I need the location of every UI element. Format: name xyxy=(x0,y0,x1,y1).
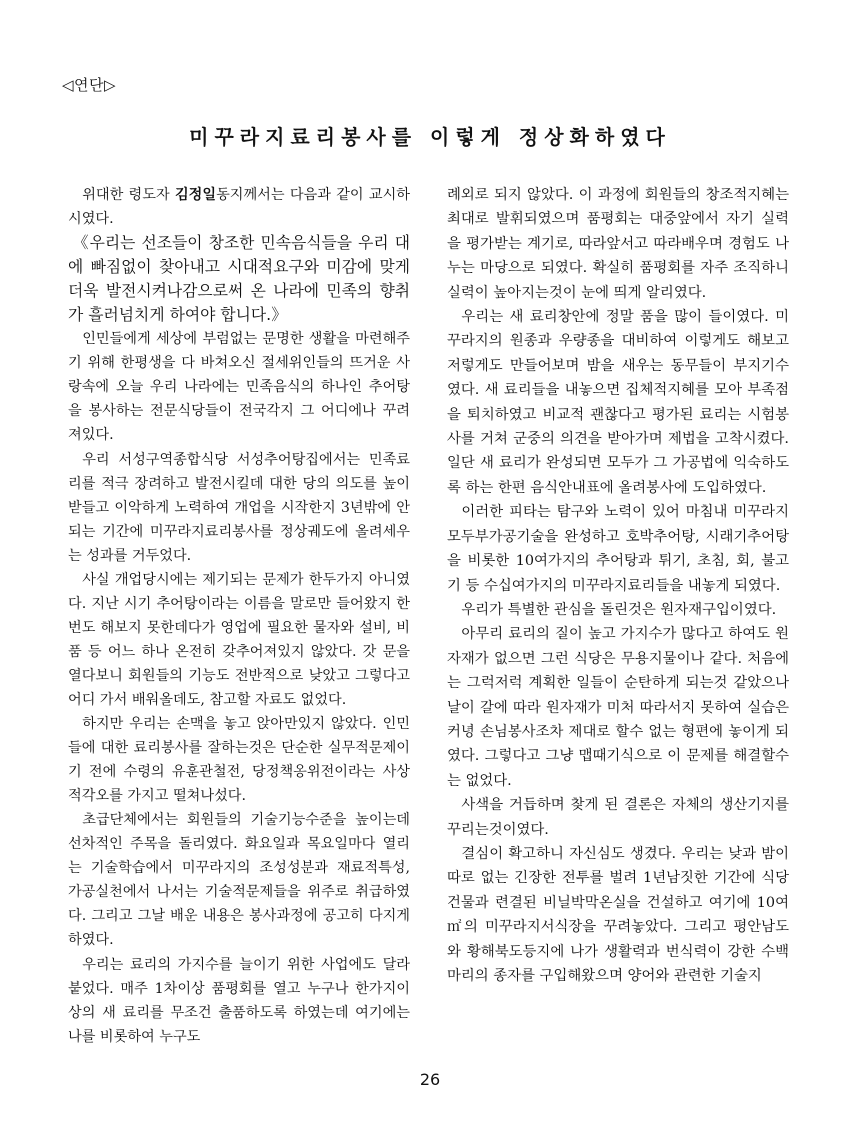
paragraph: 이러한 피타는 탐구와 노력이 있어 마침내 미꾸라지모두부가공기술을 완성하고 호박추어탕, 시래기추어탕을 비롯한 10여가지의 추어탕과 튀기, 초침, 회, 불고기 등 수십여가지의 미꾸라지료리들을 내놓게 되였다. xyxy=(447,504,789,594)
paragraph: 초급단체에서는 회원들의 기술기능수준을 높이는데 선차적인 주목을 돌리였다. 화요일과 목요일마다 열리는 기술학습에서 미꾸라지의 조성성분과 재료적특성, 가공실천에서 나서는 기술적문제들을 위주로 취급하였다. 그리고 그날 배운 내용은 봉사과정에 공고히 다지게 하였다. xyxy=(68,812,410,949)
paragraph-text: 동지께서는 다음과 같이 교시하시였다. xyxy=(68,187,410,228)
paragraph: 우리는 새 료리창안에 정말 품을 많이 들이였다. 미꾸라지의 원종과 우량종을 대비하여 이렇게도 해보고 저렇게도 만들어보며 밤을 새우는 동무들이 부지기수였다. 새 료리들을 내놓으면 집체적지혜를 모아 부족점을 퇴치하였고 비교적 괜찮다고 평가된 료리는 시험봉사를 거쳐 군중의 의견을 받아가며 제법을 고착시켰다. 일단 새 료리가 완성되면 모두가 그 가공법에 익숙하도록 하는 한편 음식안내표에 올려봉사에 도입하였다. xyxy=(447,309,789,496)
paragraph: 우리 서성구역종합식당 서성추어탕집에서는 민족료리를 적극 장려하고 발전시킬데 대한 당의 의도를 높이 받들고 이악하게 노력하여 개업을 시작한지 3년밖에 안되는 기간에 미꾸라지료리봉사를 정상궤도에 올려세우는 성과를 거두었다. xyxy=(68,451,410,564)
paragraph xyxy=(68,183,410,231)
paragraph: 아무리 료리의 질이 높고 가지수가 많다고 하여도 원자재가 없으면 그런 식당은 무용지물이나 같다. 처음에는 그럭저럭 계획한 일들이 순탄하게 되는것 같았으나 날이 갈에 따라 원자재가 미처 따라서지 못하여 실습은커녕 손님봉사조차 제대로 할수 없는 형편에 놓이게 되였다. 그렇다고 그냥 맵때기식으로 이 문제를 해결할수는 없었다. xyxy=(447,626,789,789)
article-title: 미꾸라지료리봉사를 이렇게 정상화하였다 xyxy=(189,125,671,149)
paragraph: 인민들에게 세상에 부럼없는 문명한 생활을 마련해주기 위해 한평생을 다 바쳐오신 절세위인들의 뜨거운 사랑속에 오늘 우리 나라에는 민족음식의 하나인 추어탕을 봉사하는 전문식당들이 전국각지 그 어디에나 꾸려져있다. xyxy=(68,331,410,444)
left-column xyxy=(68,183,410,1049)
paragraph: 결심이 확고하니 자신심도 생겼다. 우리는 낮과 밤이 따로 없는 긴장한 전투를 벌려 1년남짓한 기간에 식당건물과 련결된 비닐박막온실을 건설하고 여기에 10여㎡의 미꾸라지서식장을 꾸려놓았다. 그리고 평안남도와 황해북도등지에 나가 생활력과 번식력이 강한 수백마리의 종자를 구입해왔으며 양어와 관련한 기술지 xyxy=(447,845,789,984)
paragraph: 하지만 우리는 손맥을 놓고 앉아만있지 않았다. 인민들에 대한 료리봉사를 잘하는것은 단순한 실무적문제이기 전에 수령의 유훈관철전, 당정책옹위전이라는 사상적각오를 가지고 떨쳐나섰다. xyxy=(68,716,410,805)
paragraph-continued: 례외로 되지 않았다. 이 과정에 회원들의 창조적지혜는 최대로 발휘되였으며 품평회는 대중앞에서 자기 실력을 평가받는 계기로, 따라앞서고 따라배우며 경험도 나누는 마당으로 되였다. 확실히 품평회를 자주 조직하니 실력이 높아지는것이 눈에 띄게 알리였다. xyxy=(447,187,789,301)
paragraph: 우리는 료리의 가지수를 늘이기 위한 사업에도 달라붙었다. 매주 1차이상 품평회를 열고 누구나 한가지이상의 새 료리를 무조건 출품하도록 하였는데 여기에는 나를 비롯하여 누구도 xyxy=(68,956,410,1045)
leader-name: 김정일 xyxy=(174,187,217,203)
paragraph: 사색을 거듭하며 찾게 된 결론은 자체의 생산기지를 꾸리는것이였다. xyxy=(447,797,789,838)
page-number: 26 xyxy=(419,1070,441,1089)
quotation: 《우리는 선조들이 창조한 민속음식들을 우리 대에 빠짐없이 찾아내고 시대적요구와 미감에 맞게 더욱 발전시켜나감으로써 온 나라에 민족의 향취가 흘러넘치게 하여야 합니다.》 xyxy=(68,233,410,325)
paragraph: 사실 개업당시에는 제기되는 문제가 한두가지 아니였다. 지난 시기 추어탕이라는 이름을 말로만 들어왔지 한번도 해보지 못한데다가 영업에 필요한 물자와 설비, 비품 등 어느 하나 온전히 갖추어져있지 않았다. 갓 문을 열다보니 회원들의 기능도 전반적으로 낮았고 그렇다고 어디 가서 배워올데도, 참고할 자료도 없었다. xyxy=(68,571,410,708)
paragraph: 우리가 특별한 관심을 돌린것은 원자재구입이였다. xyxy=(461,601,777,618)
right-column xyxy=(447,183,789,988)
section-label: ◁연단▷ xyxy=(62,76,117,94)
paragraph-text: 위대한 령도자 xyxy=(82,187,175,203)
